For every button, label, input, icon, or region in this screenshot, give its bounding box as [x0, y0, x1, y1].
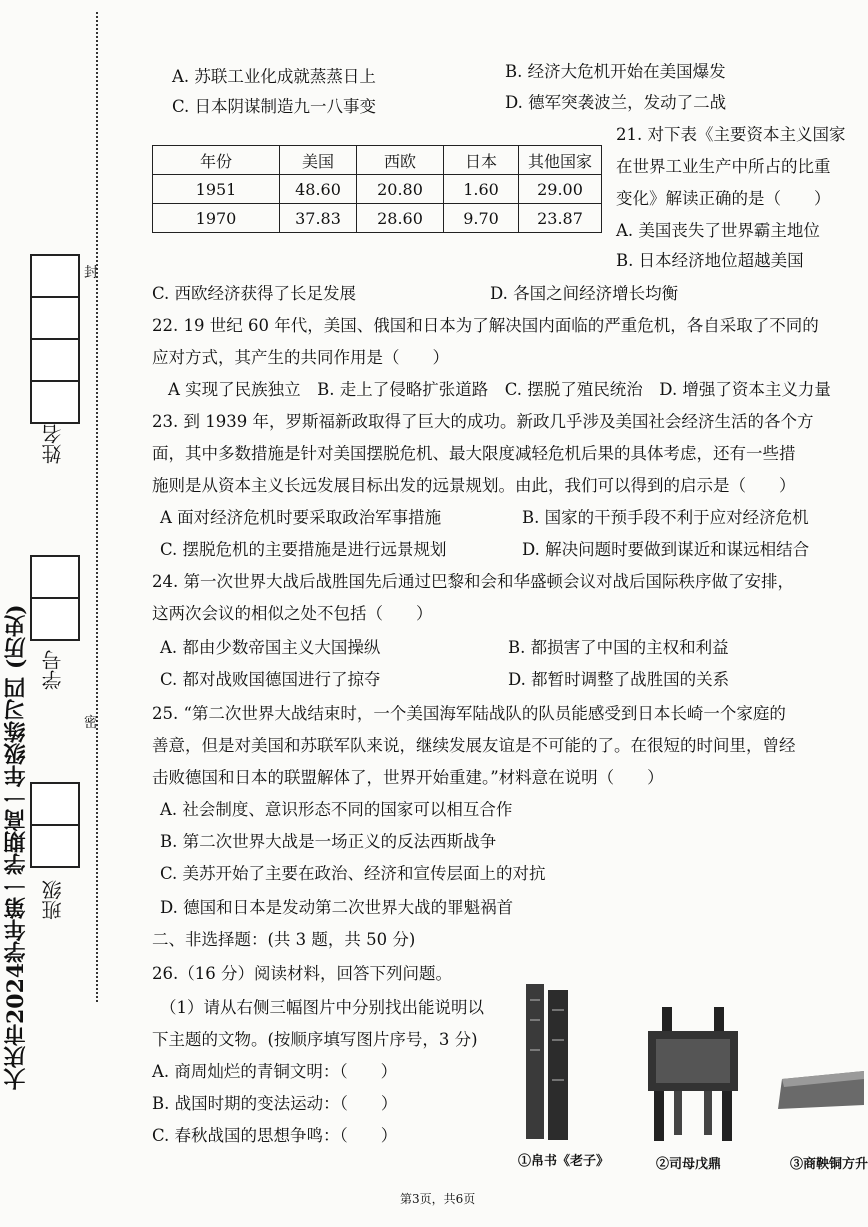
q22-stem-line2: 应对方式，其产生的共同作用是（ ）	[152, 348, 449, 367]
class-box-1[interactable]	[30, 782, 80, 826]
q23-stem-line2: 面，其中多数措施是针对美国摆脱危机、最大限度减轻危机后果的具体考虑，还有一些措	[152, 444, 796, 463]
q20-option-c[interactable]: C. 日本阴谋制造九一八事变	[172, 97, 377, 116]
image-caption-2: ②司母戊鼎	[656, 1157, 722, 1172]
q22-options[interactable]: A 实现了民族独立 B. 走上了侵略扩张道路 C. 摆脱了殖民统治 D. 增强了资本主义力量	[168, 380, 831, 399]
table-header-cell: 美国	[280, 146, 357, 175]
shangyang-bronze-measure-image	[776, 1065, 866, 1115]
q24-stem-line2: 这两次会议的相似之处不包括（ ）	[152, 604, 433, 623]
table-cell: 9.70	[444, 204, 519, 233]
table-row	[153, 175, 602, 204]
q23-stem-line1: 23. 到 1939 年，罗斯福新政取得了巨大的成功。新政几乎涉及美国社会经济生活的各个方	[152, 412, 814, 431]
q26-answer-b[interactable]: B. 战国时期的变法运动：（ ）	[152, 1094, 398, 1113]
q25-stem-line2: 善意，但是对美国和苏联军队来说，继续发展友谊是不可能的了。在很短的时间里，曾经	[152, 736, 796, 755]
table-cell: 20.80	[357, 175, 444, 204]
table-cell: 29.00	[519, 175, 602, 204]
q26-sub1-line2: 下主题的文物。(按顺序填写图片序号，3 分)	[152, 1030, 478, 1049]
q21-stem-line3: 变化》解读正确的是（ ）	[616, 189, 831, 208]
q24-option-c[interactable]: C. 都对战败国德国进行了掠夺	[160, 670, 381, 689]
name-box-1[interactable]	[30, 254, 80, 298]
table-header-cell: 年份	[153, 146, 280, 175]
q26-answer-a[interactable]: A. 商周灿烂的青铜文明：（ ）	[152, 1062, 398, 1081]
q26-answer-c[interactable]: C. 春秋战国的思想争鸣：（ ）	[152, 1126, 398, 1145]
table-cell: 1951	[153, 175, 280, 204]
q21-stem-line2: 在世界工业生产中所占的比重	[616, 157, 831, 176]
image-caption-3: ③商鞅铜方升	[790, 1157, 868, 1172]
q24-option-b[interactable]: B. 都损害了中国的主权和利益	[508, 638, 729, 657]
q24-stem-line1: 24. 第一次世界大战后战胜国先后通过巴黎和会和华盛顿会议对战后国际秩序做了安排，	[152, 572, 794, 591]
page-footer: 第3页，共6页	[400, 1192, 476, 1206]
q21-option-b[interactable]: B. 日本经济地位超越美国	[616, 251, 804, 270]
q26-stem: 26.（16 分）阅读材料，回答下列问题。	[152, 964, 452, 983]
q25-stem-line1: 25. “第二次世界大战结束时，一个美国海军陆战队的队员能感受到日本长崎一个家庭的	[152, 704, 786, 723]
class-box-2[interactable]	[30, 824, 80, 868]
q25-option-b[interactable]: B. 第二次世界大战是一场正义的反法西斯战争	[160, 832, 497, 851]
simuwu-ding-image	[640, 1005, 746, 1145]
q25-option-a[interactable]: A. 社会制度、意识形态不同的国家可以相互合作	[160, 800, 513, 819]
name-box-3[interactable]	[30, 338, 80, 382]
q21-option-c[interactable]: C. 西欧经济获得了长足发展	[152, 284, 357, 303]
name-box-4[interactable]	[30, 380, 80, 424]
table-cell: 37.83	[280, 204, 357, 233]
q25-option-d[interactable]: D. 德国和日本是发动第二次世界大战的罪魁祸首	[160, 898, 514, 917]
industry-share-table	[152, 145, 602, 233]
table-cell: 48.60	[280, 175, 357, 204]
student-id-box-2[interactable]	[30, 597, 80, 641]
table-cell: 1.60	[444, 175, 519, 204]
q26-sub1-line1: （1）请从右侧三幅图片中分别找出能说明以	[160, 998, 484, 1017]
sheet-title-vertical: 大庆市2024学年第一学期高一年级练习四 (历史)	[3, 604, 29, 1090]
q23-option-d[interactable]: D. 解决问题时要做到谋近和谋远相结合	[522, 540, 810, 559]
table-cell: 1970	[153, 204, 280, 233]
q21-stem-line1: 21. 对下表《主要资本主义国家	[616, 125, 846, 144]
q21-option-d[interactable]: D. 各国之间经济增长均衡	[490, 284, 679, 303]
student-id-label: 学号	[41, 650, 65, 690]
table-header-cell: 西欧	[357, 146, 444, 175]
binding-dotted-line	[96, 12, 98, 1002]
table-header-cell: 日本	[444, 146, 519, 175]
name-label: 姓名	[41, 424, 65, 464]
seal-feng: 封	[84, 265, 98, 281]
q24-option-a[interactable]: A. 都由少数帝国主义大国操纵	[160, 638, 381, 657]
q22-stem-line1: 22. 19 世纪 60 年代，美国、俄国和日本为了解决国内面临的严重危机，各自采取了不同的	[152, 316, 819, 335]
silk-manuscript-image	[522, 980, 572, 1145]
table-row	[153, 204, 602, 233]
q23-stem-line3: 施则是从资本主义长远发展目标出发的远景规划。由此，我们可以得到的启示是（ ）	[152, 476, 796, 495]
q25-option-c[interactable]: C. 美苏开始了主要在政治、经济和宣传层面上的对抗	[160, 864, 546, 883]
q24-option-d[interactable]: D. 都暂时调整了战胜国的关系	[508, 670, 730, 689]
name-box-2[interactable]	[30, 296, 80, 340]
q20-option-a[interactable]: A. 苏联工业化成就蒸蒸日上	[172, 67, 376, 86]
q23-option-c[interactable]: C. 摆脱危机的主要措施是进行远景规划	[160, 540, 447, 559]
table-header-row	[153, 146, 602, 175]
class-label: 班级	[41, 880, 65, 920]
student-id-box-1[interactable]	[30, 555, 80, 599]
image-caption-1: ①帛书《老子》	[518, 1154, 610, 1169]
seal-mi: 密	[84, 715, 98, 731]
table-cell: 28.60	[357, 204, 444, 233]
q20-option-b[interactable]: B. 经济大危机开始在美国爆发	[505, 62, 726, 81]
q23-option-a[interactable]: A 面对经济危机时要采取政治军事措施	[160, 508, 442, 527]
table-header-cell: 其他国家	[519, 146, 602, 175]
q20-option-d[interactable]: D. 德军突袭波兰，发动了二战	[505, 93, 727, 112]
q21-option-a[interactable]: A. 美国丧失了世界霸主地位	[616, 221, 820, 240]
q25-stem-line3: 击败德国和日本的联盟解体了，世界开始重建。”材料意在说明（ ）	[152, 768, 664, 787]
section-2-heading: 二、非选择题：(共 3 题，共 50 分)	[152, 930, 416, 949]
q23-option-b[interactable]: B. 国家的干预手段不利于应对经济危机	[522, 508, 809, 527]
table-cell: 23.87	[519, 204, 602, 233]
